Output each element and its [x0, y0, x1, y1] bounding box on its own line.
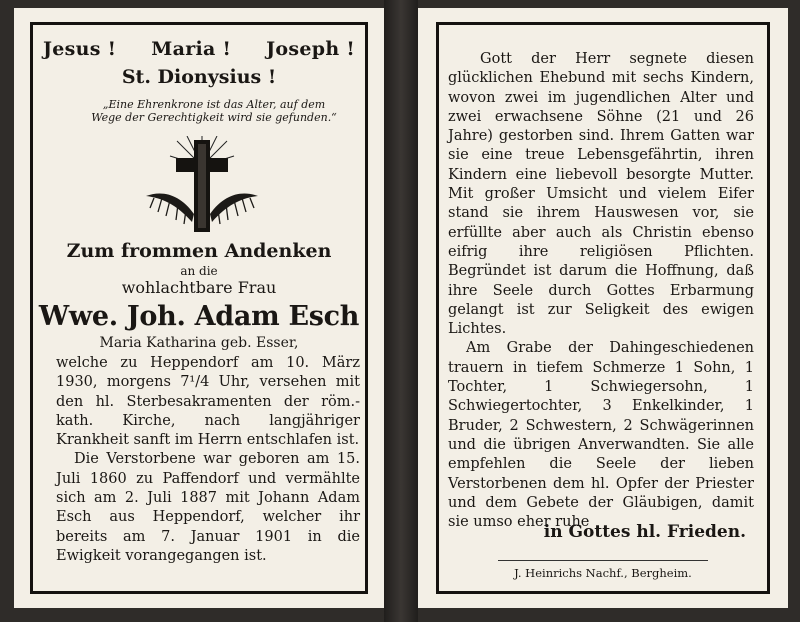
quote-line-1: „Eine Ehrenkrone ist das Alter, auf dem	[102, 98, 326, 111]
an-die: an die	[180, 264, 218, 278]
printer-rule	[498, 560, 708, 561]
right-body-text	[448, 50, 754, 532]
left-paragraph-1: welche zu Heppendorf am 10. März 1930, morgens 7¹/4 Uhr, versehen mit den hl. Sterbesakramenten der röm.-kath. Kirche, nach langjähriger Krankheit sanft im Herrn entschlafen ist.	[56, 355, 360, 449]
right-paragraph-1: Gott der Herr segnete diesen glücklichen Ehebund mit sechs Kindern, wovon zwei im jugendlichen Alter und zwei erwachsene Söhne (21 und 26 Jahre) gestorben sind. Ihrem Gatten war sie eine treue Lebensgefährtin, ihren Kindern eine liebevoll besorgte Mutter. Mit großer Umsicht und vielem Eifer stand sie ihrem Hauswesen vor, sie erfüllte aber auch als Christin ebenso eifrig ihre religiösen Pflichten. Begründet ist darum die Hoffnung, daß ihre Seele durch Gottes Erbarmung gelangt ist zur Seligkeit des ewigen Lichtes.	[448, 51, 754, 338]
rest-in-peace: in Gottes hl. Frieden.	[543, 522, 746, 542]
andenken-heading: Zum frommen Andenken	[66, 240, 332, 262]
bible-quote	[74, 98, 354, 124]
frau-title: wohlachtbare Frau	[121, 278, 277, 297]
name-jesus: Jesus !	[42, 38, 117, 60]
left-paragraph-2: Die Verstorbene war geboren am 15. Juli 1860 zu Paffendorf und vermählte sich am 2. Juli 1887 mit Johann Adam Esch aus Heppendorf, welcher ihr bereits am 7. Januar 1901 in die Ewigkeit vorangegangen ist.	[56, 451, 360, 564]
birth-name: Maria Katharina geb. Esser,	[99, 335, 299, 351]
cross-with-palm-fronds-icon	[142, 136, 262, 236]
left-page	[14, 8, 384, 608]
name-joseph: Joseph !	[266, 38, 356, 60]
saint-name: St. Dionysius !	[121, 66, 277, 88]
deceased-name: Wwe. Joh. Adam Esch	[38, 301, 360, 332]
right-page	[418, 8, 788, 608]
name-maria: Maria !	[151, 38, 232, 60]
quote-line-2: Wege der Gerechtigkeit wird sie gefunden.“	[91, 111, 337, 124]
printer-credit: J. Heinrichs Nachf., Bergheim.	[514, 566, 692, 580]
right-paragraph-2: Am Grabe der Dahingeschiedenen trauern in tiefem Schmerze 1 Sohn, 1 Tochter, 1 Schwiegersohn, 1 Schwiegertochter, 3 Enkelkinder, 1 Bruder, 2 Schwestern, 2 Schwägerinnen und die übrigen Anverwandten. Sie alle empfehlen die Seele der lieben Verstorbenen dem hl. Opfer der Priester und dem Gebete der Gläubigen, damit sie umso eher ruhe	[448, 340, 754, 531]
holy-names	[14, 38, 384, 60]
left-body-text	[56, 354, 360, 566]
page-fold	[384, 0, 418, 622]
